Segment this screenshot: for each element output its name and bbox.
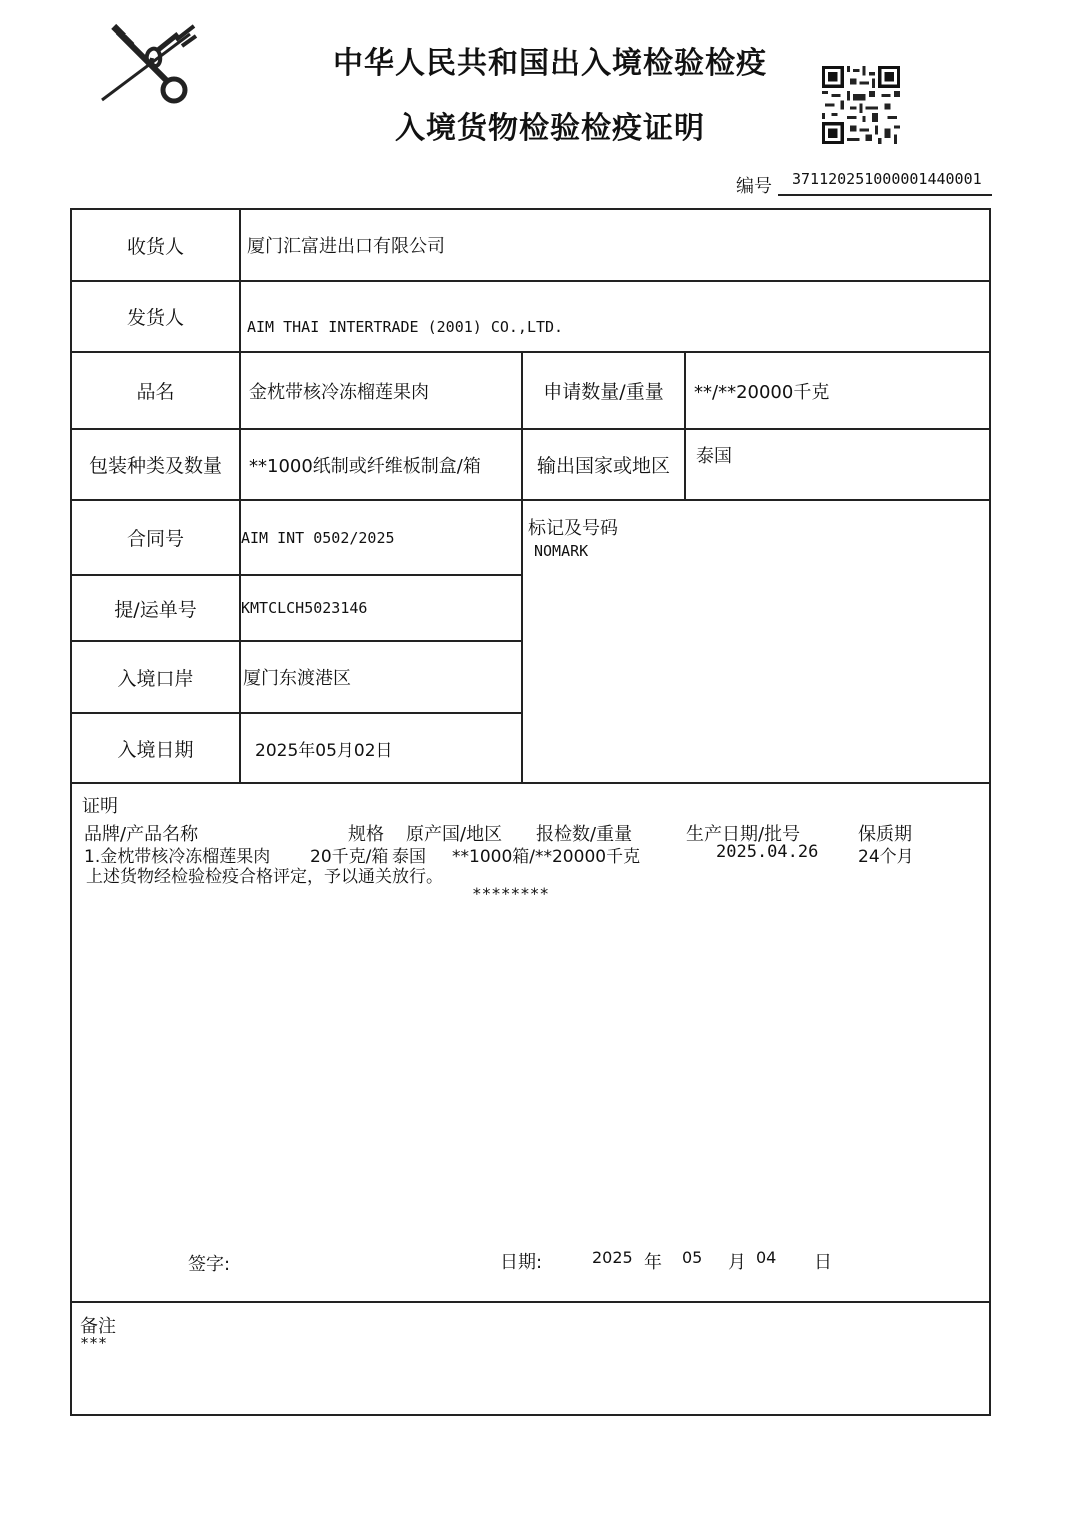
packing-label: 包装种类及数量 [88,455,222,477]
date-year: 2025 [592,1248,633,1267]
date-month: 05 [682,1248,703,1267]
header-shelf-life: 保质期 [858,824,912,845]
remarks-value: *** [80,1334,108,1352]
entry-port-value: 厦门东渡港区 [243,668,351,689]
date-day: 04 [756,1248,777,1267]
entry-date-value: 2025年05月02日 [255,740,393,761]
consignee-value: 厦门汇富进出口有限公司 [247,236,445,257]
header-brand: 品牌/产品名称 [84,824,199,845]
product-name-value: 金枕带核冷冻榴莲果肉 [249,381,429,403]
entry-port-label: 入境口岸 [117,667,194,690]
consignor-label: 发货人 [126,307,184,329]
export-country-value: 泰国 [696,445,732,467]
quantity-weight-label: 申请数量/重量 [543,381,664,403]
certificate-form [70,208,991,1416]
consignor-value: AIM THAI INTERTRADE (2001) CO.,LTD. [247,317,564,336]
row-production-date: 2025.04.26 [716,842,819,862]
quantity-weight-value: **/**20000千克 [694,381,830,403]
row-quantity: **1000箱/**20000千克 [452,847,641,867]
row-shelf-life: 24个月 [858,847,914,867]
row-spec: 20千克/箱 [310,847,389,867]
header-quantity: 报检数/重量 [536,824,633,845]
export-country-label: 输出国家或地区 [536,455,670,477]
row-origin: 泰国 [392,847,426,867]
date-label: 日期: [500,1252,543,1273]
certification-title: 证明 [82,796,118,817]
entry-date-label: 入境日期 [117,738,194,761]
date-year-unit: 年 [644,1252,662,1273]
product-name-label: 品名 [136,381,175,403]
customs-emblem-logo [98,20,198,110]
contract-no-value: AIM INT 0502/2025 [241,528,395,547]
certification-end-marker: ******** [472,884,550,903]
qr-code [822,66,900,144]
remarks-label: 备注 [80,1316,116,1337]
header-production-date: 生产日期/批号 [686,824,801,845]
contract-no-label: 合同号 [126,528,184,550]
row-brand: 1.金枕带核冷冻榴莲果肉 [84,847,271,867]
bill-no-value: KMTCLCH5023146 [241,599,368,617]
header-origin: 原产国/地区 [406,824,503,845]
date-day-unit: 日 [814,1252,832,1273]
header-spec: 规格 [348,824,384,845]
consignee-label: 收货人 [126,235,184,258]
serial-number: 371120251000001440001 [778,170,992,196]
packing-value: **1000纸制或纤维板制盒/箱 [249,455,481,477]
marks-value: NOMARK [534,542,589,560]
document-title: 中华人民共和国出入境检验检疫 [333,46,767,81]
certification-statement: 上述货物经检验检疫合格评定，予以通关放行。 [86,867,443,887]
signature-label: 签字: [188,1254,231,1275]
serial-label: 编号 [736,176,772,197]
document-subtitle: 入境货物检验检疫证明 [395,111,705,146]
date-month-unit: 月 [728,1252,746,1273]
marks-label: 标记及号码 [528,518,618,539]
bill-no-label: 提/运单号 [114,598,197,621]
